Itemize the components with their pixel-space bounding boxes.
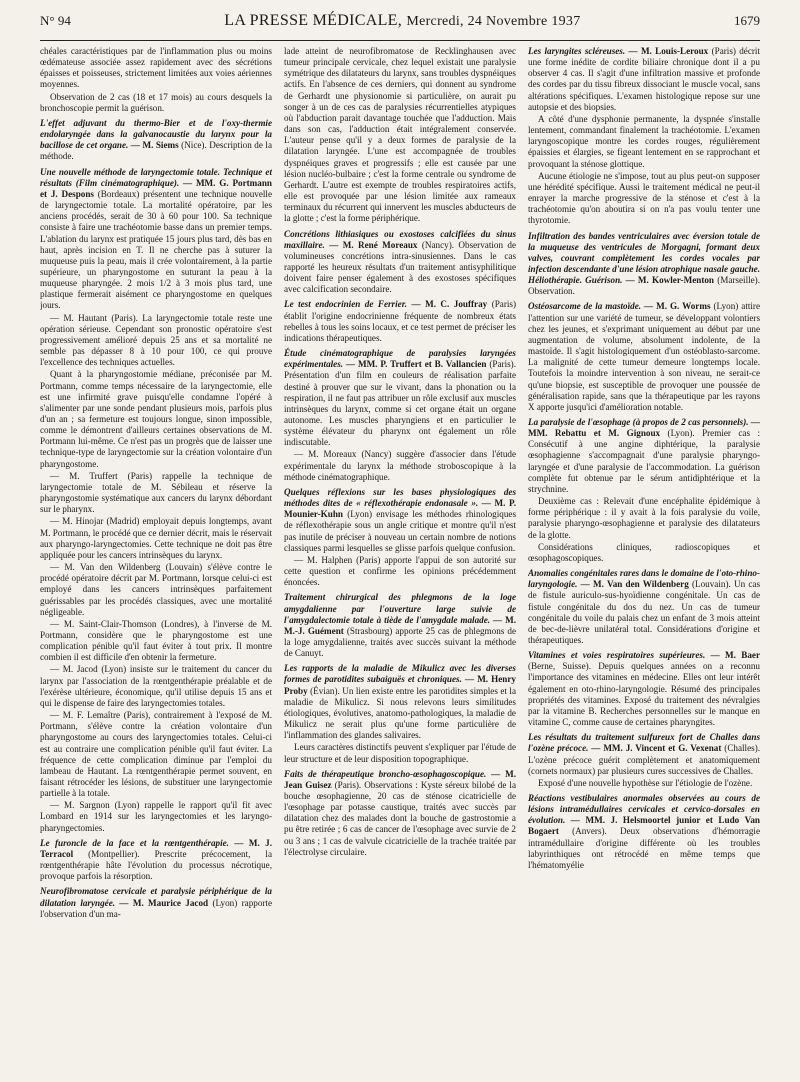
article-entry: Réactions vestibulaires anormales observées au cours de lésions intramédullaires cervicales et cervico-dorsales en évolution. — MM. J. Helsmoortel junior et Ludo Van Bogaert (Anvers). Deux observations d'hémorragie intramédullaire d'origine différente où les troubles labyrinthiques ont rétrocédé en même temps que l'hématomyélie xyxy=(528,793,760,870)
article-title: Les résultats du traitement sulfureux fort de Challes dans l'ozène précoce. xyxy=(528,732,760,754)
paragraph: — M. F. Lemaître (Paris), contrairement à l'exposé de M. Portmann, s'élève contre la création volontaire d'un pharyngostome au cours des laryngectomies totales. Celui-ci est au contraire une complication pénible qu'il faut éviter. La fréquence de cette complication diminue par l'emploi du lambeau de Hautant. La rœntgenthérapie permet souvent, en faisant rétrocéder les lésions, de substituer une laryngectomie partielle à la totale. xyxy=(40,710,272,799)
paragraph: Quant à la pharyngostomie médiane, préconisée par M. Portmann, comme temps nécessaire de la laryngectomie, elle est une infirmité grave puisqu'elle condamne l'opéré à s'alimenter par une sonde pendant plusieurs mois, parfois plus d'un an ; sa fermeture est toujours longue, sinon impossible, comme le démontrent d'ailleurs certaines observations de M. Portmann lui-même. Ce n'est pas un progrès que de laisser une technique-type de laryngectomie sur la création volontaire d'un pharyngostome. xyxy=(40,369,272,469)
article-author: M. Siems xyxy=(142,140,179,151)
article-columns xyxy=(40,46,760,1074)
article-entry: Le furoncle de la face et la rœntgenthérapie. — M. J. Terracol (Montpellier). Prescrite précocement, la rœntgenthérapie hâte l'évolution du processus nécrotique, provoque parfois la résorption. xyxy=(40,837,272,882)
journal-title: LA PRESSE MÉDICALE, xyxy=(224,12,403,29)
paragraph: lade atteint de neurofibromatose de Recklinghausen avec tumeur principale cervicale, chez lequel existait une paralysie symétrique des dilatateurs du larynx, sans troubles dyspnéiques actifs. En l'absence de ces derniers, qui donnent au syndrome de Gerhardt une physionomie si particulière, on aurait pu songer à un de ces cas de paralysies récurrentielles atypiques où l'abduction parait davantage touchée que l'adduction. Mais dans son cas, l'adduction était intégralement conservée. L'auteur pense qu'il y a deux formes de paralysie de la dilatation laryngée. L'une est accompagnée de troubles dyspnéiques graves et progressifs ; elle est causée par une lésion nucléo-bulbaire ; c'est la forme centrale ou syndrome de Gerhardt. L'autre est exempte de troubles respiratoires actifs, elle est provoquée par une lésion limitée aux rameaux terminaux du récurrent qui innervent les muscles abducteurs de la glotte ; c'est la forme périphérique. xyxy=(284,46,516,224)
paragraph: — M. Saint-Clair-Thomson (Londres), à l'inverse de M. Portmann, considère que le pharyngostome est une complication pénible qu'il faut éviter à tout prix. Il montre combien il est difficile d'en obtenir la fermeture. xyxy=(40,618,272,663)
page-number: 1679 xyxy=(733,13,760,28)
paragraph: A côté d'une dysphonie permanente, la dyspnée s'installe lentement, commandant finalement la trachéotomie. L'examen laryngoscopique montre les cordes rouges, régulièrement épaissies et élargies, se figeant lentement en se rapprochant et provoquant la sténose glottique. xyxy=(528,113,760,169)
paragraph: chéales caractéristiques par de l'inflammation plus ou moins œdémateuse associée assez rapidement avec des sécrétions épaisses et poisseuses, strictement limitées aux voies aériennes moyennes. xyxy=(40,46,272,90)
article-author: MM. G. Portmann et J. Despons xyxy=(40,177,272,199)
article-body: (Lyon) attire l'attention sur une variété de tumeur, se développant volontiers chez les jeunes, et s'exprimant uniquement au début par une augmentation de volume, absolument indolente, de la mastoïde. Il s'agit histologiquement d'un ostéoblasto-sarcome. La malignité de cette tumeur demeure longtemps locale. Toutefois la moindre intervention à son niveau, ne serait-ce qu'une biopsie, est susceptible de provoquer une poussée de généralisation rapide, sans que la thérapeutique par les rayons X apporte jusqu'ici d'amélioration notable. xyxy=(528,301,760,412)
paragraph: — M. Van den Wildenberg (Louvain) s'élève contre le procédé opératoire décrit par M. Portmann, lorsque celui-ci est employé dans les cancers intrinsèques parfaitement guérissables par les procédés classiques, avec une mortalité négligeable. xyxy=(40,562,272,617)
article-body: (Paris). Présentation d'un film en couleurs de réalisation parfaite destiné à prouver que sur le vivant, dans la phonation ou la respiration, il ne faut pas attribuer un rôle exclusif aux muscles intrinsèques du larynx, comme si cet organe était un organe autonome. Les muscles pharyngiens et en particulier le système élévateur du pharynx ont également un rôle indiscutable. xyxy=(284,359,516,448)
article-title: La paralysie de l'œsophage (à propos de 2 cas personnels). xyxy=(528,417,749,427)
article-body: (Strasbourg) apporte 25 cas de phlegmons de la loge amygdalienne, traités avec succès suivant la méthode de Canuyt. xyxy=(284,625,516,659)
article-entry: Anomalies congénitales rares dans le domaine de l'oto-rhino-laryngologie. — M. Van den Wildenberg (Louvain). Un cas de fistule auriculo-sus-hyoïdienne congénitale. Un cas de fistule congénitale du dos du nez. Un cas de tumeur congénitale du voile du palais chez un enfant de 3 mois atteint de bec-de-lièvre unilatéral total. Considérations d'origine et thérapeutiques. xyxy=(528,568,760,645)
article-author: M. P. Mounier-Kuhn xyxy=(284,498,516,520)
article-entry: Vitamines et voies respiratoires supérieures. — M. Baer (Berne, Suisse). Depuis quelques années on a reconnu l'importance des vitamines en médecine. Elles ont leur intérêt également en oto-rhino-laryngologie. Résumé des principales propriétés des vitamines. Exposé du traitement des névralgies par la vitamine B. Recherches personnelles sur le manque en vitamine C, comme cause de certaines pharyngites. xyxy=(528,650,760,728)
article-title: Réactions vestibulaires anormales observées au cours de lésions intramédullaires cervicales et cervico-dorsales en évolution. xyxy=(528,793,760,826)
article-title: Quelques réflexions sur les bases physiologiques des méthodes dites de « réflexothérapie endonasale ». xyxy=(284,486,516,509)
article-author: MM. J. Vincent et G. Vexenat xyxy=(603,743,722,754)
article-entry: Ostéosarcome de la mastoïde. — M. G. Worms (Lyon) attire l'attention sur une variété de tumeur, se développant volontiers chez les jeunes, et s'exprimant uniquement au début par une augmentation de volume, absolument indolente, de la mastoïde. Il s'agit histologiquement d'un ostéoblasto-sarcome. La malignité de cette tumeur demeure longtemps locale. Toutefois la moindre intervention à son niveau, ne serait-ce qu'une biopsie, est susceptible de provoquer une poussée de généralisation rapide, sans que la thérapeutique par les rayons X apporte jusqu'ici d'amélioration notable. xyxy=(528,301,760,412)
article-author: M. M.-J. Guément xyxy=(284,614,516,636)
article-author: M. Henry Proby xyxy=(284,674,516,696)
article-entry: Neurofibromatose cervicale et paralysie périphérique de la dilatation laryngée. — M. Maurice Jacod (Lyon) rapporte l'observation d'un ma- xyxy=(40,886,272,919)
paragraph: Deuxième cas : Relevait d'une encéphalite épidémique à forme périphérique : il y avait à la fois paralysie du voile, paralysie pharyngo-œsophagienne et paralysie des dilatateurs de la glotte. xyxy=(528,496,760,540)
article-entry: La paralysie de l'œsophage (à propos de 2 cas personnels). — MM. Rebattu et M. Gignoux (Lyon). Premier cas : Consécutif à une angine diphtérique, la paralysie œsophagienne s'accompagnait d'une paralysie pharyngo-laryngée et d'une paralysie de l'accommodation. La guérison complète fut obtenue par le sérum antidiphtérique et la strychnine. xyxy=(528,417,760,494)
paragraph: — M. Moreaux (Nancy) suggère d'associer dans l'étude expérimentale du larynx la méthode stroboscopique à la méthode cinématographique. xyxy=(284,449,516,482)
paragraph: Leurs caractères distinctifs peuvent s'expliquer par l'étude de leur structure et de leur disposition topographique. xyxy=(284,742,516,764)
article-author: MM. P. Truffert et B. Vallancien xyxy=(357,359,487,370)
column-middle xyxy=(284,46,516,1074)
article-title: Anomalies congénitales rares dans le domaine de l'oto-rhino-laryngologie. xyxy=(528,568,760,590)
masthead xyxy=(224,12,580,30)
article-entry: Le test endocrinien de Ferrier. — M. C. Jouffray (Paris) établit l'origine endocrinienne fréquente de nombreux états rebelles à tous les soins locaux, et ce test permet de préciser les indications thérapeutiques. xyxy=(284,299,516,343)
article-title: Neurofibromatose cervicale et paralysie périphérique de la dilatation laryngée. xyxy=(40,886,272,908)
article-author: MM. Rebattu et M. Gignoux xyxy=(528,428,661,439)
article-entry: L'effet adjuvant du thermo-Bier et de l'oxy-thermie endolaryngée dans la galvanocaustie du larynx pour la bacillose de cet organe. — M. Siems (Nice). Description de la méthode. xyxy=(40,117,272,162)
article-body: (Paris) décrit une forme inédite de cordite biliaire chronique dont il a pu observer 4 cas. Il s'agit d'une infiltration massive et profonde des cordes par du tissu fibreux dissociant le muscle vocal, sans altérations spécifiques. L'examen histologique repose sur une autopsie et des biopsies. xyxy=(528,46,760,112)
article-entry: Infiltration des bandes ventriculaires avec éversion totale de la muqueuse des ventricules de Morgagni, formant deux valves, couvrant complètement les cordes vocales par infection descendante d'une lésion atrophique nasale gauche. Héliothérapie. Guérison. — M. Kowler-Menton (Marseille). Observation. xyxy=(528,230,760,297)
article-entry: Les rapports de la maladie de Mikulicz avec les diverses formes de parotidites subaiguës et chroniques. — M. Henry Proby (Évian). Un lien existe entre les parotidites simples et la maladie de Mikulicz. Si nous relevons leurs similitudes étiologiques, évolutives, anatomo-pathologiques, la maladie de Mikulicz ne serait plus qu'une forme particulière de l'inflammation des glandes salivaires. xyxy=(284,663,516,741)
paragraph: — M. Hautant (Paris). La laryngectomie totale reste une opération sérieuse. Cependant son pronostic opératoire s'est progressivement amélioré depuis 25 ans et sa mortalité ne semble pas dépasser 8 à 10 pour 100, ce qui prouve l'excellence des techniques actuelles. xyxy=(40,312,272,368)
article-entry: Quelques réflexions sur les bases physiologiques des méthodes dites de « réflexothérapie endonasale ». — M. P. Mounier-Kuhn (Lyon) envisage les méthodes rhinologiques de réflexothérapie sous un angle critique et montre qu'il n'est pas inutile de préciser à nouveau un certain nombre de notions classiques parmi lesquelles se glisse parfois quelque confusion. xyxy=(284,486,516,553)
paragraph: — M. Jacod (Lyon) insiste sur le traitement du cancer du larynx par l'association de la rœntgenthérapie préalable et de l'exérèse ultérieure, économique, qu'il utilise depuis 15 ans et qui le dispense de faire des laryngectomies totales. xyxy=(40,664,272,708)
article-title: Étude cinématographique de paralysies laryngées expérimentales. xyxy=(284,348,516,370)
article-author: M. C. Jouffray xyxy=(425,299,488,310)
article-title: Vitamines et voies respiratoires supérieures. xyxy=(528,650,706,661)
article-title: Infiltration des bandes ventriculaires avec éversion totale de la muqueuse des ventricules de Morgagni, formant deux valves, couvrant complètement les cordes vocales par infection descendante d'une lésion atrophique nasale gauche. Héliothérapie. Guérison. xyxy=(528,230,760,286)
paragraph: Aucune étiologie ne s'impose, tout au plus peut-on supposer une hérédité spécifique. Aussi le traitement médical ne peut-il enrayer la marche progressive de la sténose et c'est à la trachéotomie qu'on aboutira si on n'a pas voulu tenter une thyrotomie. xyxy=(528,170,760,226)
article-body: (Paris) établit l'origine endocrinienne fréquente de nombreux états rebelles à tous les soins locaux, et ce test permet de préciser les indications thérapeutiques. xyxy=(284,299,516,343)
article-title: Les rapports de la maladie de Mikulicz avec les diverses formes de parotidites subaiguës et chroniques. xyxy=(284,663,516,685)
article-entry: Étude cinématographique de paralysies laryngées expérimentales. — MM. P. Truffert et B. Vallancien (Paris). Présentation d'un film en couleurs de réalisation parfaite destiné à prouver que sur le vivant, dans la phonation ou la respiration, il ne faut pas attribuer un rôle exclusif aux muscles intrinsèques du larynx, comme si cet organe était un organe autonome. Les muscles pharyngiens et en particulier le système élévateur du pharynx ont également un rôle indiscutable. xyxy=(284,348,516,448)
paragraph: — M. Hinojar (Madrid) employait depuis longtemps, avant M. Portmann, le procédé que ce dernier décrit, mais le réservait aux pharyngo-laryngectomies. Cette technique ne doit pas être appliquée pour les cancers intrinsèques du larynx. xyxy=(40,516,272,560)
article-body: (Marseille). Observation. xyxy=(528,275,760,297)
article-body: (Louvain). Un cas de fistule auriculo-sus-hyoïdienne congénitale. Un cas de fistule congénitale du dos du nez. Un cas de tumeur congénitale du voile du palais chez un enfant de 3 mois atteint de bec-de-lièvre unilatéral total. Considérations d'origine et thérapeutiques. xyxy=(528,579,760,645)
article-body: (Anvers). Deux observations d'hémorragie intramédullaire d'origine différente où les troubles labyrinthiques ont rétrocédé en même temps que l'hématomyélie xyxy=(528,826,760,870)
article-author: M. Baer xyxy=(725,650,760,661)
paragraph: — M. Truffert (Paris) rappelle la technique de laryngectomie totale de M. Sébileau et réserve la pharyngostomie systématique aux cancers du larynx débordant sur le pharynx. xyxy=(40,470,272,515)
article-entry: Concrétions lithiasiques ou exostoses calcifiées du sinus maxillaire. — M. René Moreaux (Nancy). Observation de volumineuses concrétions intra-sinusiennes. Dans le cas rapporté les heureux résultats d'un traitement antisyphilitique doivent faire penser également à des exostoses spécifiques avec calcification secondaire. xyxy=(284,228,516,295)
article-entry: Les résultats du traitement sulfureux fort de Challes dans l'ozène précoce. — MM. J. Vincent et G. Vexenat (Challes). L'ozène précoce guérit complètement et anatomiquement (cornets normaux) par plusieurs cures successives de Challes. xyxy=(528,732,760,776)
paragraph: — M. Sargnon (Lyon) rappelle le rapport qu'il fit avec Lombard en 1914 sur les laryngectomies et les laryngo-pharyngectomies. xyxy=(40,800,272,833)
article-author: M. Kowler-Menton xyxy=(637,275,714,286)
article-body: (Nancy). Observation de volumineuses concrétions intra-sinusiennes. Dans le cas rapporté les heureux résultats d'un traitement antisyphilitique doivent faire penser également à des exostoses spécifiques avec calcification secondaire. xyxy=(284,239,516,295)
paragraph: Exposé d'une nouvelle hypothèse sur l'étiologie de l'ozène. xyxy=(538,777,753,788)
article-title: Les laryngites scléreuses. xyxy=(528,46,626,56)
article-body: (Paris). Observations : Kyste séreux bilobé de la bouche œsophagienne, 20 cas de sténose cicatricielle de l'œsophage par potasse caustique, traités avec succès par dilatation chez des malades dont la bouche de gastrostomie a pu être retirée ; 6 cas de cancer de l'œsophage avec survie de 2 ou 3 ans ; 1 cas de valvule cicatricielle de la trachée traitée par l'électrolyse circulaire. xyxy=(284,779,516,857)
article-author: M. Louis-Leroux xyxy=(640,46,709,56)
article-title: Faits de thérapeutique broncho-œsophagoscopique. xyxy=(284,768,487,779)
column-left xyxy=(40,46,272,1074)
page-header xyxy=(40,12,760,41)
article-author: M. Maurice Jacod xyxy=(132,897,209,908)
article-body: (Bordeaux) présentent une technique nouvelle de laryngectomie totale. La mortalité opératoire, par les anciens procédés, serait de 30 à 60 pour 100. Sa technique consiste à faire une trachéotomie basse dans un premier temps. L'ablation du larynx est pratiquée 15 jours plus tard, dès bas en haut, après incision en T. Il ne cherche pas à suturer la muqueuse puis la peau, mais il crée volontairement, à la partie supérieure, un pharyngostome en suturant la peau à la muqueuse pharyngée. 2 mois 1/2 à 3 mois plus tard, une plastique fermerait aisément ce pharyngostome en quelques jours. xyxy=(40,188,272,311)
article-title: Le test endocrinien de Ferrier. xyxy=(284,299,408,310)
article-body: (Lyon). Premier cas : Consécutif à une angine diphtérique, la paralysie œsophagienne s'accompagnait d'une paralysie pharyngo-laryngée et d'une paralysie de l'accommodation. La guérison complète fut obtenue par le sérum antidiphtérique et la strychnine. xyxy=(528,428,760,494)
article-author: MM. J. Helsmoortel junior et Ludo Van Bogaert xyxy=(528,815,760,837)
article-entry: Faits de thérapeutique broncho-œsophagoscopique. — M. Jean Guisez (Paris). Observations : Kyste séreux bilobé de la bouche œsophagienne, 20 cas de sténose cicatricielle de l'œsophage par potasse caustique, traités avec succès par dilatation chez des malades dont la bouche de gastrostomie a pu être retirée ; 6 cas de cancer de l'œsophage avec survie de 2 ou 3 ans ; 1 cas de valvule cicatricielle de la trachée traitée par l'électrolyse circulaire. xyxy=(284,768,516,857)
column-right xyxy=(528,46,760,1074)
article-body: (Challes). L'ozène précoce guérit complètement et anatomiquement (cornets normaux) par plusieurs cures successives de Challes. xyxy=(528,743,760,776)
paragraph: — M. Halphen (Paris) apporte l'appui de son autorité sur cette question et confirme les opinions précédemment énoncées. xyxy=(284,554,516,588)
article-author: M. René Moreaux xyxy=(342,239,418,250)
article-title: Le furoncle de la face et la rœntgenthérapie. xyxy=(40,837,229,848)
paragraph: Observation de 2 cas (18 et 17 mois) au cours desquels la bronchoscopie permit la guérison. xyxy=(40,91,272,113)
article-title: Ostéosarcome de la mastoïde. xyxy=(528,301,642,312)
issue-number: N° 94 xyxy=(40,13,71,28)
article-entry: Les laryngites scléreuses. — M. Louis-Leroux (Paris) décrit une forme inédite de cordite biliaire chronique dont il a pu observer 4 cas. Il s'agit d'une infiltration massive et profonde des cordes par du tissu fibreux dissociant le muscle vocal, sans altérations spécifiques. L'examen histologique repose sur une autopsie et des biopsies. xyxy=(528,46,760,112)
article-body: (Évian). Un lien existe entre les parotidites simples et la maladie de Mikulicz. Si nous relevons leurs similitudes étiologiques, évolutives, anatomo-pathologiques, la maladie de Mikulicz ne serait plus qu'une forme particulière de l'inflammation des glandes salivaires. xyxy=(284,685,516,741)
article-body: (Lyon) rapporte l'observation d'un ma- xyxy=(40,897,272,919)
article-title: L'effet adjuvant du thermo-Bier et de l'oxy-thermie endolaryngée dans la galvanocaustie du larynx pour la bacillose de cet organe. xyxy=(40,117,272,151)
article-title: Une nouvelle méthode de laryngectomie totale. Technique et résultats (Film cinématographique). xyxy=(40,166,272,188)
article-body: (Berne, Suisse). Depuis quelques années on a reconnu l'importance des vitamines en médecine. Elles ont leur intérêt également en oto-rhino-laryngologie. Résumé des principales propriétés des vitamines. Exposé du traitement des névralgies par la vitamine B. Recherches personnelles sur le manque en vitamine C, comme cause de certaines pharyngites. xyxy=(528,661,760,728)
article-title: Concrétions lithiasiques ou exostoses calcifiées du sinus maxillaire. xyxy=(284,228,516,250)
article-author: M. Jean Guisez xyxy=(284,768,516,790)
article-body: (Montpellier). Prescrite précocement, la rœntgenthérapie hâte l'évolution du processus nécrotique, provoque parfois la résorption. xyxy=(40,848,272,882)
article-body: (Lyon) envisage les méthodes rhinologiques de réflexothérapie sous un angle critique et montre qu'il n'est pas inutile de préciser à nouveau un certain nombre de notions classiques parmi lesquelles se glisse parfois quelque confusion. xyxy=(284,509,516,553)
article-entry: Une nouvelle méthode de laryngectomie totale. Technique et résultats (Film cinématographique). — MM. G. Portmann et J. Despons (Bordeaux) présentent une technique nouvelle de laryngectomie totale. La mortalité opératoire, par les anciens procédés, serait de 30 à 60 pour 100. Sa technique consiste à faire une trachéotomie basse dans un premier temps. L'ablation du larynx est pratiquée 15 jours plus tard, dès bas en haut, après incision en T. Il ne cherche pas à suturer la muqueuse puis la peau, mais il crée volontairement, à la partie supérieure, un pharyngostome en suturant la peau à la muqueuse pharyngée. 2 mois 1/2 à 3 mois plus tard, une plastique fermerait aisément ce pharyngostome en quelques jours. xyxy=(40,166,272,311)
article-author: M. Van den Wildenberg xyxy=(593,579,689,590)
article-author: M. G. Worms xyxy=(656,301,711,312)
article-entry: Traitement chirurgical des phlegmons de la loge amygdalienne par l'ouverture large suivie de l'amygdalectomie totale à tiède de l'amygdale malade. — M. M.-J. Guément (Strasbourg) apporte 25 cas de phlegmons de la loge amygdalienne, traités avec succès suivant la méthode de Canuyt. xyxy=(284,592,516,659)
issue-date: Mercredi, 24 Novembre 1937 xyxy=(406,14,581,29)
paragraph: Considérations cliniques, radioscopiques et œsophagoscopiques. xyxy=(528,541,760,563)
article-body: (Nice). Description de la méthode. xyxy=(40,140,272,162)
article-title: Traitement chirurgical des phlegmons de la loge amygdalienne par l'ouverture large suivie de l'amygdalectomie totale à tiède de l'amygdale malade. xyxy=(284,592,516,625)
article-author: M. J. Terracol xyxy=(40,837,272,859)
